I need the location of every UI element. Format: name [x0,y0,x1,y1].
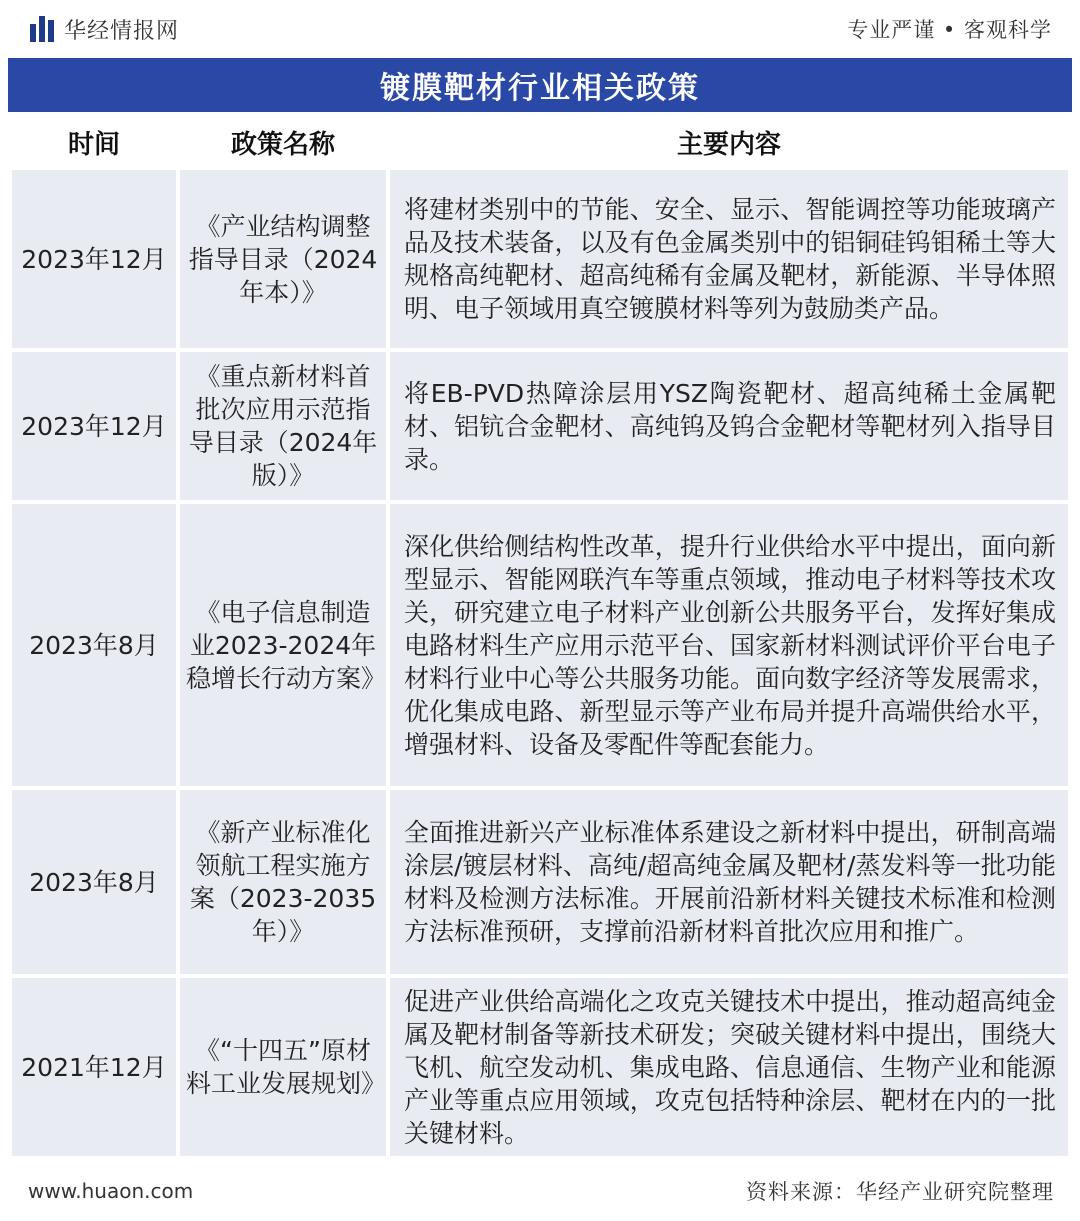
row-time: 2023年8月 [12,790,176,974]
site-url: www.huaon.com [28,1179,194,1203]
row-time: 2023年12月 [12,352,176,500]
table-row [12,170,1068,348]
row-content: 将建材类别中的节能、安全、显示、智能调控等功能玻璃产品及技术装备，以及有色金属类别中的铝铜硅钨钼稀土等大规格高纯靶材、超高纯稀有金属及靶材，新能源、半导体照明、电子领域用真空镀膜材料等列为鼓励类产品。 [390,170,1068,348]
table-row [12,352,1068,500]
footer [8,1168,1072,1214]
row-policy-name: 《重点新材料首批次应用示范指导目录（2024年版）》 [180,352,386,500]
table-row [12,790,1068,974]
row-policy-name: 《新产业标准化领航工程实施方案（2023-2035年）》 [180,790,386,974]
row-content: 将EB-PVD热障涂层用YSZ陶瓷靶材、超高纯稀土金属靶材、铝钪合金靶材、高纯钨及钨合金靶材等靶材列入指导目录。 [390,352,1068,500]
row-policy-name: 《电子信息制造业2023-2024年稳增长行动方案》 [180,504,386,786]
policy-table-container [8,114,1072,1164]
slogan: 专业严谨 • 客观科学 [847,18,1052,42]
data-source: 资料来源：华经产业研究院整理 [746,1180,1054,1204]
huajing-logo-icon [30,16,54,42]
row-content: 全面推进新兴产业标准体系建设之新材料中提出，研制高端涂层/镀层材料、高纯/超高纯金属及靶材/蒸发料等一批功能材料及检测方法标准。开展前沿新材料关键技术标准和检测方法标准预研，支撑前沿新材料首批次应用和推广。 [390,790,1068,974]
policy-table [8,114,1072,1160]
row-time: 2023年12月 [12,170,176,348]
row-content: 促进产业供给高端化之攻克关键技术中提出，推动超高纯金属及靶材制备等新技术研发；突破关键材料中提出，围绕大飞机、航空发动机、集成电路、信息通信、生物产业和能源产业等重点应用领域，攻克包括特种涂层、靶材在内的一批关键材料。 [390,978,1068,1156]
table-row [12,504,1068,786]
table-row [12,978,1068,1156]
brand [30,14,179,45]
row-content: 深化供给侧结构性改革，提升行业供给水平中提出，面向新型显示、智能网联汽车等重点领域，推动电子材料等技术攻关，研究建立电子材料产业创新公共服务平台，发挥好集成电路材料生产应用示范平台、国家新材料测试评价平台电子材料行业中心等公共服务功能。面向数字经济等发展需求，优化集成电路、新型显示等产业布局并提升高端供给水平，增强材料、设备及零配件等配套能力。 [390,504,1068,786]
header-time: 时间 [12,118,176,166]
row-time: 2021年12月 [12,978,176,1156]
top-bar [0,0,1080,58]
brand-name: 华经情报网 [64,18,180,44]
row-policy-name: 《产业结构调整指导目录（2024年本）》 [180,170,386,348]
page-title: 镀膜靶材行业相关政策 [8,58,1072,112]
table-header-row [12,118,1068,166]
header-main-content: 主要内容 [390,118,1068,166]
row-time: 2023年8月 [12,504,176,786]
header-policy-name: 政策名称 [180,118,386,166]
row-policy-name: 《“十四五”原材料工业发展规划》 [180,978,386,1156]
